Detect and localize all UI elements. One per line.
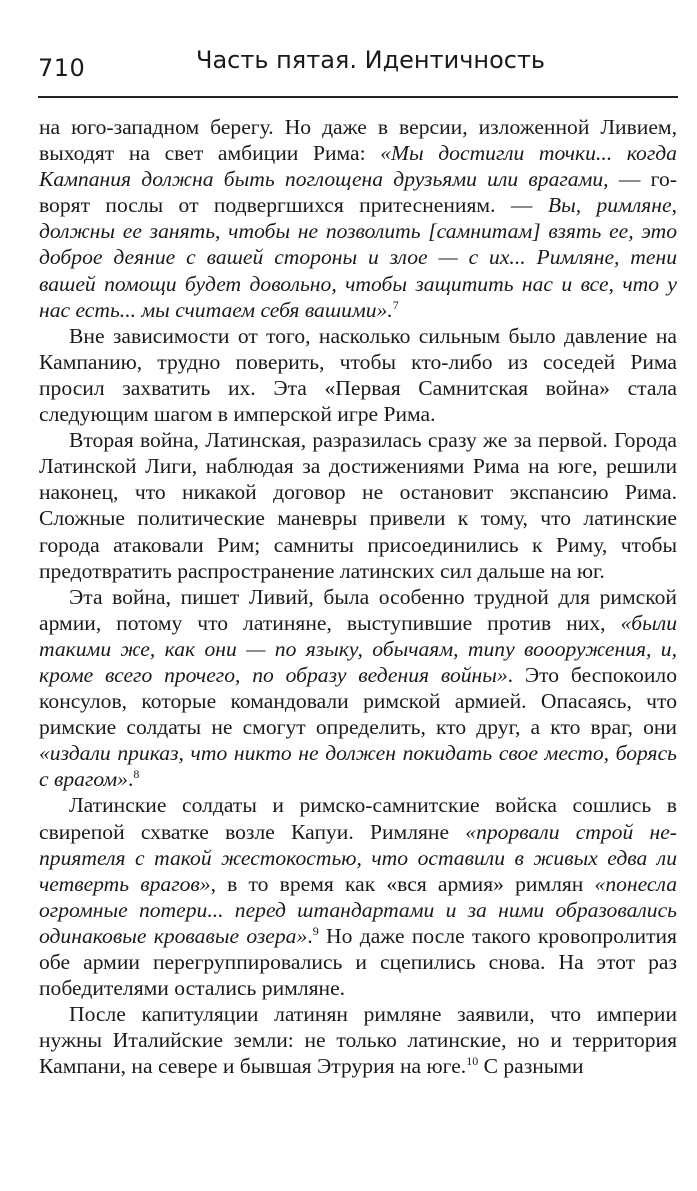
- text-run: Но даже после такого кровопролития обе армии перегруппировались и сцепились снова. На этот раз победителями остались римляне.: [39, 923, 677, 1001]
- text-run: После капитуляции латинян римляне заявили, что империи нужны Италийские земли: не только латинские, но и территория Кампани, на севере и бывшая Этрурия на юге.: [39, 1002, 677, 1079]
- quote-text: .: [387, 297, 393, 322]
- page-number: 710: [38, 54, 86, 82]
- paragraph: [39, 792, 677, 1001]
- quote-text: Вы, римляне, должны ее занять, чтобы не позволить [самнитам] взять ее, это доброе деяние с вашей стороны и злое — с их... Римляне, тени вашей помощи будет довольно, чтобы защитить нас и все, что у нас есть... мы считаем себя вашими»: [39, 193, 678, 322]
- running-head: Часть пятая. Идентичность: [196, 46, 546, 74]
- footnote-marker: 7: [392, 297, 399, 312]
- quote-text: «были такими же, как они — по языку, обычаям, типу воооружения, и, кроме всего прочего, по образу ведения войны»: [39, 610, 677, 687]
- text-run: — говорят послы от подвергшихся притеснениям. —: [39, 167, 677, 218]
- text-run: на юго-западном берегу. Но даже в версии, изложенной Ливием, выходят на свет амбиции Рима:: [39, 115, 677, 166]
- header-rule: [38, 96, 678, 98]
- text-run: Латинские солдаты и римско-самнитские войска сошлись в свирепой схватке возле Капуи. Римляне: [39, 793, 677, 844]
- paragraph: [39, 114, 677, 323]
- text-run: Эта война, пишет Ливий, была особенно трудной для римской армии, потому что латиняне, выступившие против них,: [39, 584, 677, 635]
- text-run: С разными: [478, 1054, 584, 1079]
- paragraph: [39, 584, 677, 793]
- quote-text: «прорвали строй неприятеля с такой жестокостью, что оставили в живых едва ли четверть врагов»: [39, 819, 677, 896]
- text-run: .: [307, 923, 313, 948]
- footnote-marker: 9: [312, 923, 319, 938]
- text-run: . Это беспокоило консулов, которые командовали римской армией. Опасаясь, что римские солдаты не смогут определить, кто друг, а кто враг, они: [39, 662, 677, 740]
- text-run: , в то время как «вся армия» римлян: [210, 871, 595, 896]
- paragraph: [39, 1001, 677, 1079]
- paragraph: [39, 323, 677, 427]
- body-text: [39, 114, 677, 1079]
- text-run: .: [127, 767, 134, 792]
- text-run: Вне зависимости от того, насколько сильным было давление на Кампанию, трудно поверить, чтобы кто-либо из соседей Рима просил захватить их. Эта «Первая Самнитская война» стала следующим шагом в имперской игре Рима.: [39, 323, 677, 427]
- quote-text: «издали приказ, что никто не должен покидать свое место, борясь с врагом»: [39, 741, 677, 792]
- quote-text: «Мы достигли точки... когда Кампания должна быть поглощена друзьями или врагами,: [39, 141, 677, 192]
- footnote-marker: 8: [133, 767, 140, 782]
- text-run: Вторая война, Латинская, разразилась сразу же за первой. Города Латинской Лиги, наблюдая за достижениями Рима на юге, решили наконец, что никакой договор не остановит экспансию Рима. Сложные политические маневры привели к тому, что латинские города атаковали Рим; самниты присоединились к Риму, чтобы предотвратить распространение латинских сил дальше на юг.: [39, 428, 677, 583]
- footnote-marker: 10: [466, 1054, 479, 1069]
- quote-text: «понесла огромные потери... перед штандартами и за ними образовались одинаковые кровавые озера»: [39, 871, 677, 948]
- paragraph: [39, 427, 677, 584]
- page-header: [38, 46, 678, 86]
